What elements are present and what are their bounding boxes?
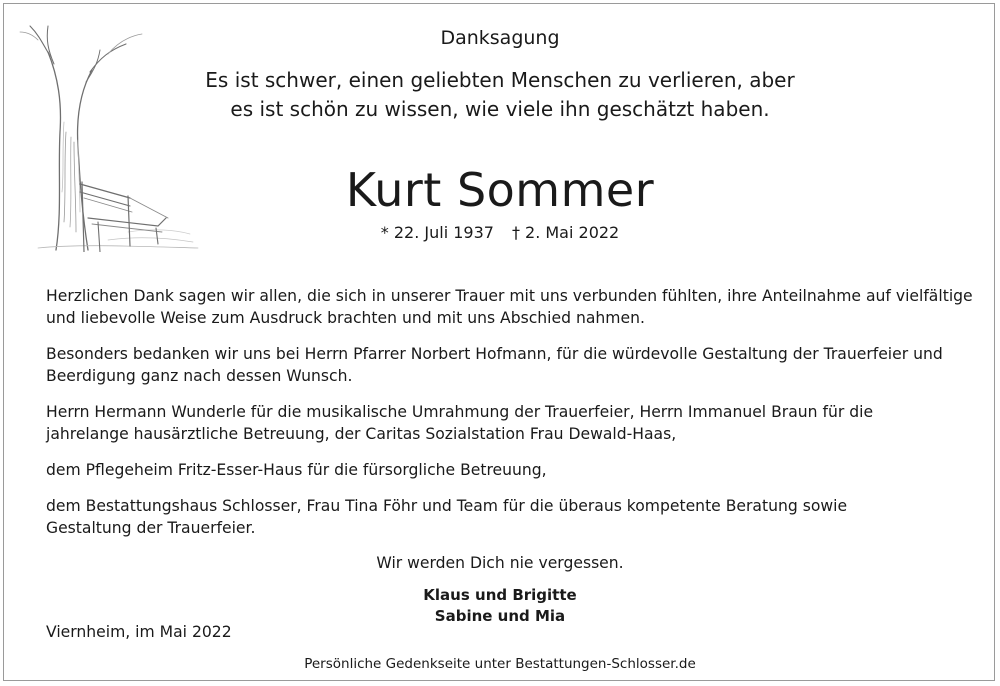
closing-line: Wir werden Dich nie vergessen. (376, 554, 624, 572)
thanks-paragraph (46, 285, 973, 329)
signer-names: Sabine und Mia (434, 607, 566, 625)
thanks-paragraph (46, 343, 966, 387)
paragraph-line: Gestaltung der Trauerfeier. (46, 519, 256, 537)
motto-line: es ist schön zu wissen, wie viele ihn geschätzt haben. (230, 97, 770, 121)
deceased-name: Kurt Sommer (345, 163, 655, 217)
paragraph-line: Herzlichen Dank sagen wir allen, die sich in unserer Trauer mit uns verbunden fühlten, ihre Anteilnahme auf vielfältige (46, 287, 973, 305)
paragraph-line: und liebevolle Weise zum Ausdruck brachten und mit uns Abschied nahmen. (46, 309, 645, 327)
motto-line: Es ist schwer, einen geliebten Menschen zu verlieren, aber (205, 68, 795, 92)
paragraph-line: Besonders bedanken wir uns bei Herrn Pfarrer Norbert Hofmann, für die würdevolle Gestaltung der Trauerfeier und (46, 345, 943, 363)
thanks-paragraph (46, 495, 966, 539)
place-and-date: Viernheim, im Mai 2022 (46, 623, 232, 641)
paragraph-line: Herrn Hermann Wunderle für die musikalische Umrahmung der Trauerfeier, Herrn Immanuel Braun für die (46, 403, 874, 421)
paragraph-line: dem Bestattungshaus Schlosser, Frau Tina Föhr und Team für die überaus kompetente Beratung sowie (46, 497, 848, 515)
memorial-page-footer: Persönliche Gedenkseite unter Bestattungen-Schlosser.de (304, 656, 696, 672)
motto-quote (0, 66, 1000, 124)
signer-names: Klaus und Brigitte (423, 586, 577, 604)
thanks-paragraph (46, 401, 966, 445)
notice-heading: Danksagung (440, 27, 560, 49)
thanks-body (46, 285, 973, 553)
death-date: † 2. Mai 2022 (511, 223, 620, 242)
birth-date: * 22. Juli 1937 (380, 223, 494, 242)
life-dates (0, 222, 1000, 244)
thanks-paragraph (46, 459, 966, 481)
paragraph-line: dem Pflegeheim Fritz-Esser-Haus für die fürsorgliche Betreuung, (46, 461, 547, 479)
paragraph-line: Beerdigung ganz nach dessen Wunsch. (46, 367, 353, 385)
paragraph-line: jahrelange hausärztliche Betreuung, der Caritas Sozialstation Frau Dewald-Haas, (46, 425, 677, 443)
